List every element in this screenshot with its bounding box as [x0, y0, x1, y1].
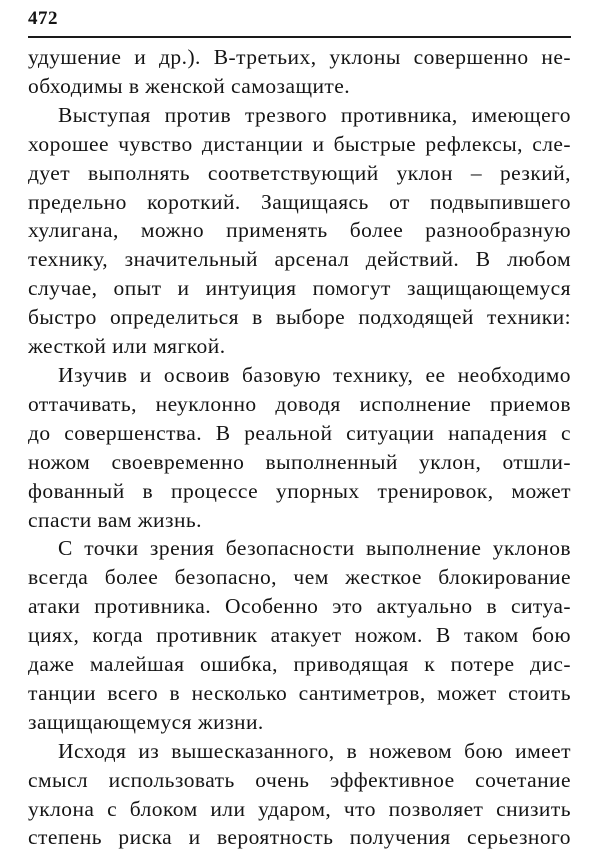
paragraph-4 [28, 534, 571, 736]
text-line: оттачивать, неуклонно доводя исполнение приемов [28, 391, 571, 416]
text-line: спасти вам жизнь. [28, 507, 202, 532]
text-line: даже малейшая ошибка, приводящая к потере дис- [28, 652, 571, 677]
text-line: всегда более безопасно, чем жесткое блокирование [28, 565, 571, 590]
page-header [28, 0, 571, 43]
paragraph-1 [28, 43, 571, 101]
text-line: защищающемуся жизни. [28, 709, 264, 734]
text-line: Исходя из вышесказанного, в ножевом бою имеет [58, 738, 571, 763]
text-line: танции всего в несколько сантиметров, может стоить [28, 680, 571, 705]
text-line: ножом своевременно выполненный уклон, отшли- [28, 449, 571, 474]
page-number: 472 [28, 8, 58, 29]
text-line: жесткой или мягкой. [28, 334, 226, 359]
text-line: степень риска и вероятность получения серьезного [28, 825, 571, 850]
text-line: С точки зрения безопасности выполнение уклонов [58, 536, 571, 561]
text-line: хулигана, можно применять более разнообразную [28, 218, 571, 243]
text-line: циях, когда противник атакует ножом. В таком бою [28, 623, 571, 648]
text-line: фованный в процессе упорных тренировок, может [28, 478, 571, 503]
paragraph-3 [28, 361, 571, 534]
text-line: предельно короткий. Защищаясь от подвыпившего [28, 189, 571, 214]
text-line: обходимы в женской самозащите. [28, 73, 351, 98]
text-line: технику, значительный арсенал действий. В любом [28, 247, 571, 272]
text-line: до совершенства. В реальной ситуации нападения с [28, 420, 571, 445]
text-line: удушение и др.). В-третьих, уклоны совершенно не- [28, 45, 571, 69]
body-text [28, 43, 571, 852]
header-rule [28, 36, 571, 38]
text-line: Выступая против трезвого противника, имеющего [58, 102, 571, 127]
paragraph-2 [28, 101, 571, 361]
text-line: атаки противника. Особенно это актуально в ситуа- [28, 594, 571, 619]
paragraph-5 [28, 737, 571, 853]
text-line: Изучив и освоив базовую технику, ее необходимо [58, 362, 571, 387]
text-line: уклона с блоком или ударом, что позволяет снизить [28, 796, 571, 821]
text-line: смысл использовать очень эффективное сочетание [28, 767, 571, 792]
text-line: дует выполнять соответствующий уклон – резкий, [28, 160, 571, 185]
text-line: хорошее чувство дистанции и быстрые рефлексы, сле- [28, 131, 571, 156]
text-line: случае, опыт и интуиция помогут защищающемуся [28, 276, 571, 301]
text-line: быстро определиться в выборе подходящей техники: [28, 305, 571, 330]
